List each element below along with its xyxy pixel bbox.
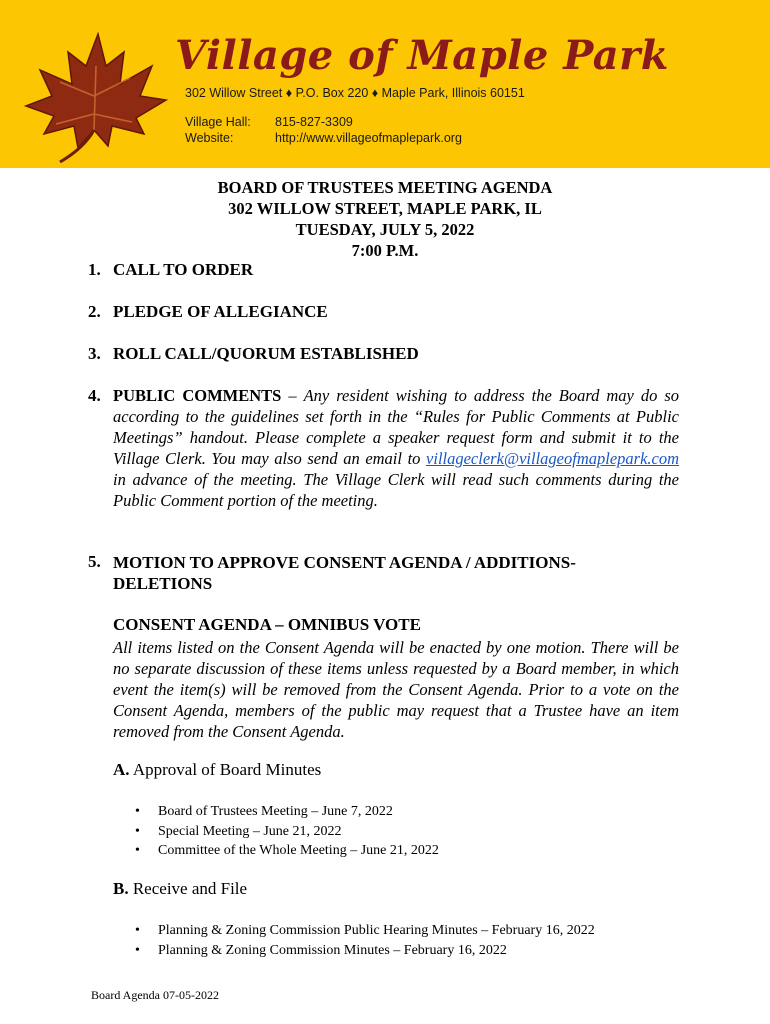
section-b-letter: B. [113,879,129,898]
list-item: • Board of Trustees Meeting – June 7, 2022 [135,802,439,822]
item-5-number: 5. [88,552,101,571]
section-a-title: Approval of Board Minutes [132,760,322,779]
clerk-email-link[interactable]: villageclerk@villageofmaplepark.com [426,449,680,468]
item-1-title: CALL TO ORDER [113,260,254,279]
consent-agenda-italic-text: All items listed on the Consent Agenda will be enacted by one motion. There will be no separate discussion of these items unless requested by a Board member, in which event the item(s) will be removed from the Consent Agenda. Prior to a vote on the Consent Agenda, members of the public may request that a Trustee have an item removed from the Consent Agenda. [113,638,679,741]
section-a-list [135,802,439,861]
agenda-heading-line3: TUESDAY, JULY 5, 2022 [295,220,475,239]
section-a-heading [113,760,321,780]
item-2-number: 2. [88,302,101,321]
village-address: 302 Willow Street ♦ P.O. Box 220 ♦ Maple Park, Illinois 60151 [185,86,525,100]
letterhead-banner [0,0,770,168]
section-b-title: Receive and File [132,879,248,898]
list-item: • Special Meeting – June 21, 2022 [135,822,439,842]
list-item: • Planning & Zoning Commission Public Hearing Minutes – February 16, 2022 [135,921,595,941]
village-title: Village of Maple Park [175,32,669,79]
item-3-title: ROLL CALL/QUORUM ESTABLISHED [113,344,419,363]
village-hall-label: Village Hall: [185,115,251,129]
item-4-number: 4. [88,386,101,405]
website-url[interactable]: http://www.villageofmaplepark.org [275,130,462,145]
item-4-title: PUBLIC COMMENTS [113,386,282,405]
item-1-number: 1. [88,260,101,279]
section-a-letter: A. [113,760,130,779]
consent-agenda-heading: CONSENT AGENDA – OMNIBUS VOTE [113,615,421,634]
list-item: • Committee of the Whole Meeting – June 21, 2022 [135,841,439,861]
public-comments-text: Any resident wishing to address the Board may do so according to the guidelines set forth in the “Rules for Public Comments at Public Meetings” handout. Please complete a speaker request form and submit it to the Village Clerk. You may also send an email to [113,386,680,468]
agenda-heading [0,177,770,261]
website-label: Website: [185,130,234,145]
maple-leaf-icon [20,26,170,166]
item-3-number: 3. [88,344,101,363]
agenda-heading-line2: 302 WILLOW STREET, MAPLE PARK, IL [228,199,542,218]
section-b-list [135,921,595,960]
item-5-title [113,552,576,594]
item-5-title-line1: MOTION TO APPROVE CONSENT AGENDA / ADDITIONS- [113,553,576,572]
agenda-heading-line4: 7:00 P.M. [351,241,419,260]
public-comments-text-end: in advance of the meeting. The Village Clerk will read such comments during the Public Comment portion of the meeting. [113,470,679,510]
public-comments-paragraph [113,385,679,511]
section-b-heading [113,879,247,899]
list-item: • Planning & Zoning Commission Minutes – February 16, 2022 [135,941,595,961]
contact-info [185,115,462,146]
page-footer: Board Agenda 07-05-2022 [91,988,219,1002]
consent-agenda-text [113,637,679,742]
item-4-dash: – [281,386,304,405]
village-hall-phone: 815-827-3309 [275,115,353,129]
item-5-title-line2: DELETIONS [113,574,213,593]
item-2-title: PLEDGE OF ALLEGIANCE [113,302,328,321]
agenda-heading-line1: BOARD OF TRUSTEES MEETING AGENDA [217,178,553,197]
